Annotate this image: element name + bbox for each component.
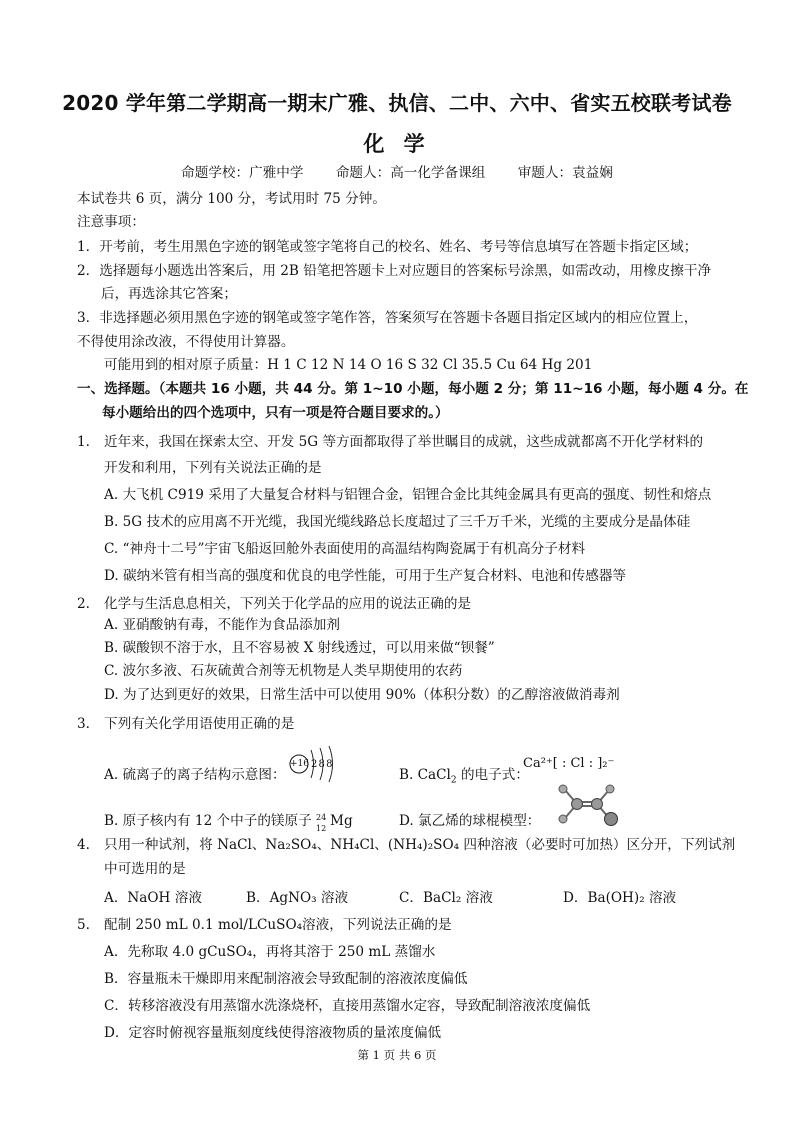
q2-option-a: A. 亚硝酸钠有毒，不能作为食品添加剂 [104, 617, 340, 633]
q1-number: 1. [77, 434, 90, 450]
q5-number: 5. [77, 917, 90, 933]
q3-number: 3. [77, 716, 90, 732]
q3-stem: 下列有关化学用语使用正确的是 [104, 716, 295, 732]
q4-stem: 只用一种试剂，将 NaCl、Na₂SO₄、NH₄Cl、(NH₄)₂SO₄ 四种溶液（必要时可加热）区分开，下列试剂 [104, 837, 736, 853]
section-heading-line [77, 380, 749, 398]
q3-option-d: D. 氯乙烯的球棍模型： [399, 813, 541, 829]
notice-item-2: 2．选择题每小题选出答案后，用 2B 铅笔把答题卡上对应题目的答案标号涂黑，如需改动，用橡皮擦干净 [77, 263, 712, 279]
q4-number: 4. [77, 837, 90, 853]
sulfide-nucleus-charge: +16 [290, 759, 309, 769]
q1-option-b: B. 5G 技术的应用离不开光缆，我国光缆线路总长度超过了三千万千米，光缆的主要成分是晶体硅 [104, 514, 691, 530]
notice-item-1: 1．开考前，考生用黑色字迹的钢笔或签字笔将自己的校名、姓名、考号等信息填写在答题卡指定区域； [77, 239, 698, 255]
q4-option-c: C．BaCl₂ 溶液 [399, 890, 493, 906]
q3-option-b-text: B. CaCl [399, 767, 451, 783]
atomic-mass-line: 可能用到的相对原子质量：H 1 C 12 N 14 O 16 S 32 Cl 35.5 Cu 64 Hg 201 [104, 357, 593, 373]
vinyl-chloride-ball-stick-model [555, 782, 621, 826]
sulfide-shell-electrons: 2 8 8 [311, 759, 332, 770]
isotope-notation [316, 812, 330, 833]
q5-option-c: C．转移溶液没有用蒸馏水洗涤烧杯，直接用蒸馏水定容，导致配制溶液浓度偏低 [104, 998, 591, 1014]
q4-stem-cont: 中可选用的是 [104, 861, 186, 877]
subject-title: 化 学 [363, 132, 431, 156]
school-credit: 命题学校：广雅中学 [181, 165, 304, 181]
q2-option-b: B. 碳酸钡不溶于水，且不容易被 X 射线透过，可以用来做“钡餐” [104, 640, 495, 656]
q4-option-b: B．AgNO₃ 溶液 [246, 890, 349, 906]
q1-option-a: A. 大飞机 C919 采用了大量复合材料与铝锂合金，铝锂合金比其纯金属具有更高的强度、韧性和熔点 [104, 487, 712, 503]
isotope-symbol: Mg [330, 813, 353, 829]
notice-item-3-cont: 不得使用涂改液，不得使用计算器。 [77, 334, 295, 350]
q3-option-a: A. 硫离子的离子结构示意图： [104, 767, 286, 783]
q4-option-d: D．Ba(OH)₂ 溶液 [563, 890, 677, 906]
q1-option-c: C. “神舟十二号”宇宙飞船返回舱外表面使用的高温结构陶瓷属于有机高分子材料 [104, 541, 586, 557]
q1-option-d: D. 碳纳米管有相当高的强度和优良的电学性能，可用于生产复合材料、电池和传感器等 [104, 568, 627, 584]
page-footer: 第 1 页 共 6 页 [357, 1048, 437, 1062]
q2-stem: 化学与生活息息相关，下列关于化学品的应用的说法正确的是 [104, 596, 472, 612]
q3-option-b [399, 766, 529, 790]
author-credit: 命题人：高一化学备课组 [335, 165, 486, 181]
section-desc-cont: 每小题给出的四个选项中，只有一项是符合题目要求的。） [102, 405, 449, 421]
q1-stem: 近年来，我国在探索太空、开发 5G 等方面都取得了举世瞩目的成就，这些成就都离不开化学材料的 [104, 434, 704, 450]
exam-summary: 本试卷共 6 页，满分 100 分，考试用时 75 分钟。 [77, 191, 386, 207]
notice-item-2-cont: 后，再选涂其它答案； [101, 286, 237, 302]
q1-stem-cont: 开发和利用，下列有关说法正确的是 [104, 460, 322, 476]
q5-stem: 配制 250 mL 0.1 mol/LCuSO₄溶液，下列说法正确的是 [104, 917, 452, 933]
section-desc: （本题共 16 小题，共 44 分。第 1~10 小题，每小题 2 分；第 11~16 小题，每小题 4 分。在 [158, 381, 749, 397]
q4-option-a: A．NaOH 溶液 [104, 890, 202, 906]
q5-option-b: B．容量瓶未干燥即用来配制溶液会导致配制的溶液浓度偏低 [104, 971, 468, 987]
notice-item-3: 3．非选择题必须用黑色字迹的钢笔或签字笔作答，答案须写在答题卡各题目指定区域内的相应位置上， [77, 310, 698, 326]
q3-option-b-tail: 的电子式： [456, 767, 529, 783]
section-heading: 一、选择题。 [77, 381, 159, 397]
atomic-number: 12 [316, 824, 327, 833]
q3-option-c-text: B. 原子核内有 12 个中子的镁原子 [104, 813, 317, 829]
q2-option-d: D. 为了达到更好的效果，日常生活中可以使用 90%（体积分数）的乙醇溶液做消毒剂 [104, 687, 620, 703]
q2-option-c: C. 波尔多液、石灰硫黄合剂等无机物是人类早期使用的农药 [104, 663, 463, 679]
exam-title: 2020 学年第二学期高一期末广雅、执信、二中、六中、省实五校联考试卷 [62, 91, 732, 115]
cacl2-electron-formula: Ca²⁺[ : Cl : ]₂⁻ [523, 756, 615, 771]
author-credits [0, 164, 794, 182]
q3-option-b-subscript: 2 [450, 775, 457, 786]
q5-option-d: D．定容时俯视容量瓶刻度线使得溶液物质的量浓度偏低 [104, 1025, 442, 1041]
mass-number: 24 [316, 813, 327, 822]
reviewer-credit: 审题人：袁益娴 [517, 165, 613, 181]
q2-number: 2. [77, 596, 90, 612]
notice-title: 注意事项： [77, 214, 145, 230]
q3-option-c [104, 812, 353, 833]
q5-option-a: A．先称取 4.0 gCuSO₄，再将其溶于 250 mL 蒸馏水 [104, 944, 436, 960]
